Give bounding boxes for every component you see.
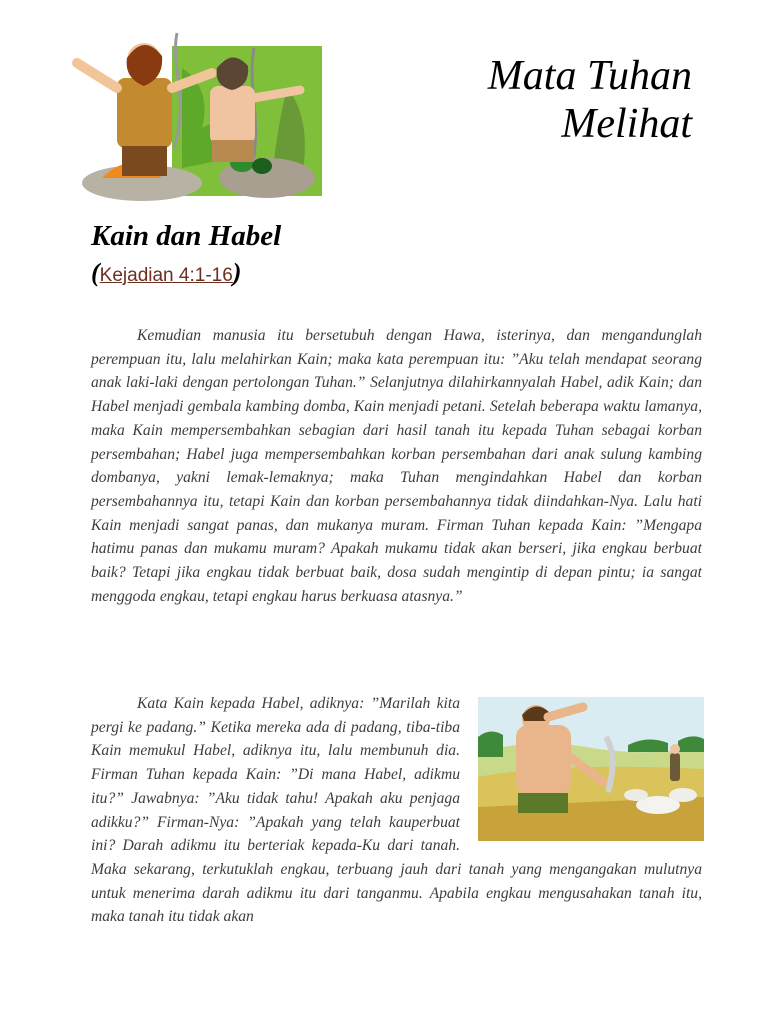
title-line-2: Melihat [561, 101, 692, 147]
cain-in-field-illustration [478, 697, 704, 841]
paragraph-2: Kata Kain kepada Habel, adiknya: ”Marilah kita pergi ke padang.” Ketika mereka ada di padang, tiba-tiba Kain memukul Habel, adiknya itu, lalu membunuh dia. Firman Tuhan kepada Kain: ”Di mana Habel, adikmu itu?” Jawabnya: ”Aku tidak tahu! Apakah aku penjaga adikku?” Firman-Nya: ”Apakah yang telah kauperbuat ini? Darah adikmu itu berteriak kepada-Ku dari tanah. Maka sekarang, terkutuklah engkau, terbuang jauh dari tanah yang mengangakan mulutnya untuk menerima darah adikmu itu dari tanganmu. Apabila engkau mengusahakan tanah itu, maka tanah itu tidak akan [91, 695, 702, 926]
paragraph-2-block [91, 692, 702, 929]
story-heading: Kain dan Habel [91, 220, 282, 252]
paragraph-1: Kemudian manusia itu bersetubuh dengan Hawa, isterinya, dan mengandunglah perempuan itu, lalu melahirkan Kain; maka kata perempuan itu: ”Aku telah mendapat seorang anak laki-laki dengan pertolongan Tuhan.” Selanjutnya dilahirkannyalah Habel, adik Kain; dan Habel menjadi gembala kambing domba, Kain menjadi petani. Setelah beberapa waktu lamanya, maka Kain mempersembahkan sebagian dari hasil tanah itu kepada Tuhan sebagai korban persembahan; Habel juga mempersembahkan korban persembahan dari anak sulung kambing dombanya, yakni lemak-lemaknya; maka Tuhan mengindahkan Habel dan korban persembahannya itu, tetapi Kain dan korban persembahannya tidak diindahkan-Nya. Lalu hati Kain menjadi sangat panas, dan mukanya muram. Firman Tuhan kepada Kain: ”Mengapa hatimu panas dan mukamu muram? Apakah mukamu tidak akan berseri, jika engkau berbuat baik? Tetapi jika engkau tidak berbuat baik, dosa sudah mengintip di depan pintu; ia sangat menggoda engkau, tetapi engkau harus berkuasa atasnya.” [91, 327, 702, 605]
title-line-1: Mata Tuhan [487, 53, 692, 99]
reference-close-paren: ) [232, 258, 242, 287]
page-title [372, 52, 692, 148]
cain-abel-offering-illustration [62, 28, 324, 210]
scripture-reference-link[interactable]: Kejadian 4:1-16 [99, 265, 233, 286]
reference-open-paren: ( [91, 258, 100, 287]
scripture-reference [91, 258, 241, 288]
